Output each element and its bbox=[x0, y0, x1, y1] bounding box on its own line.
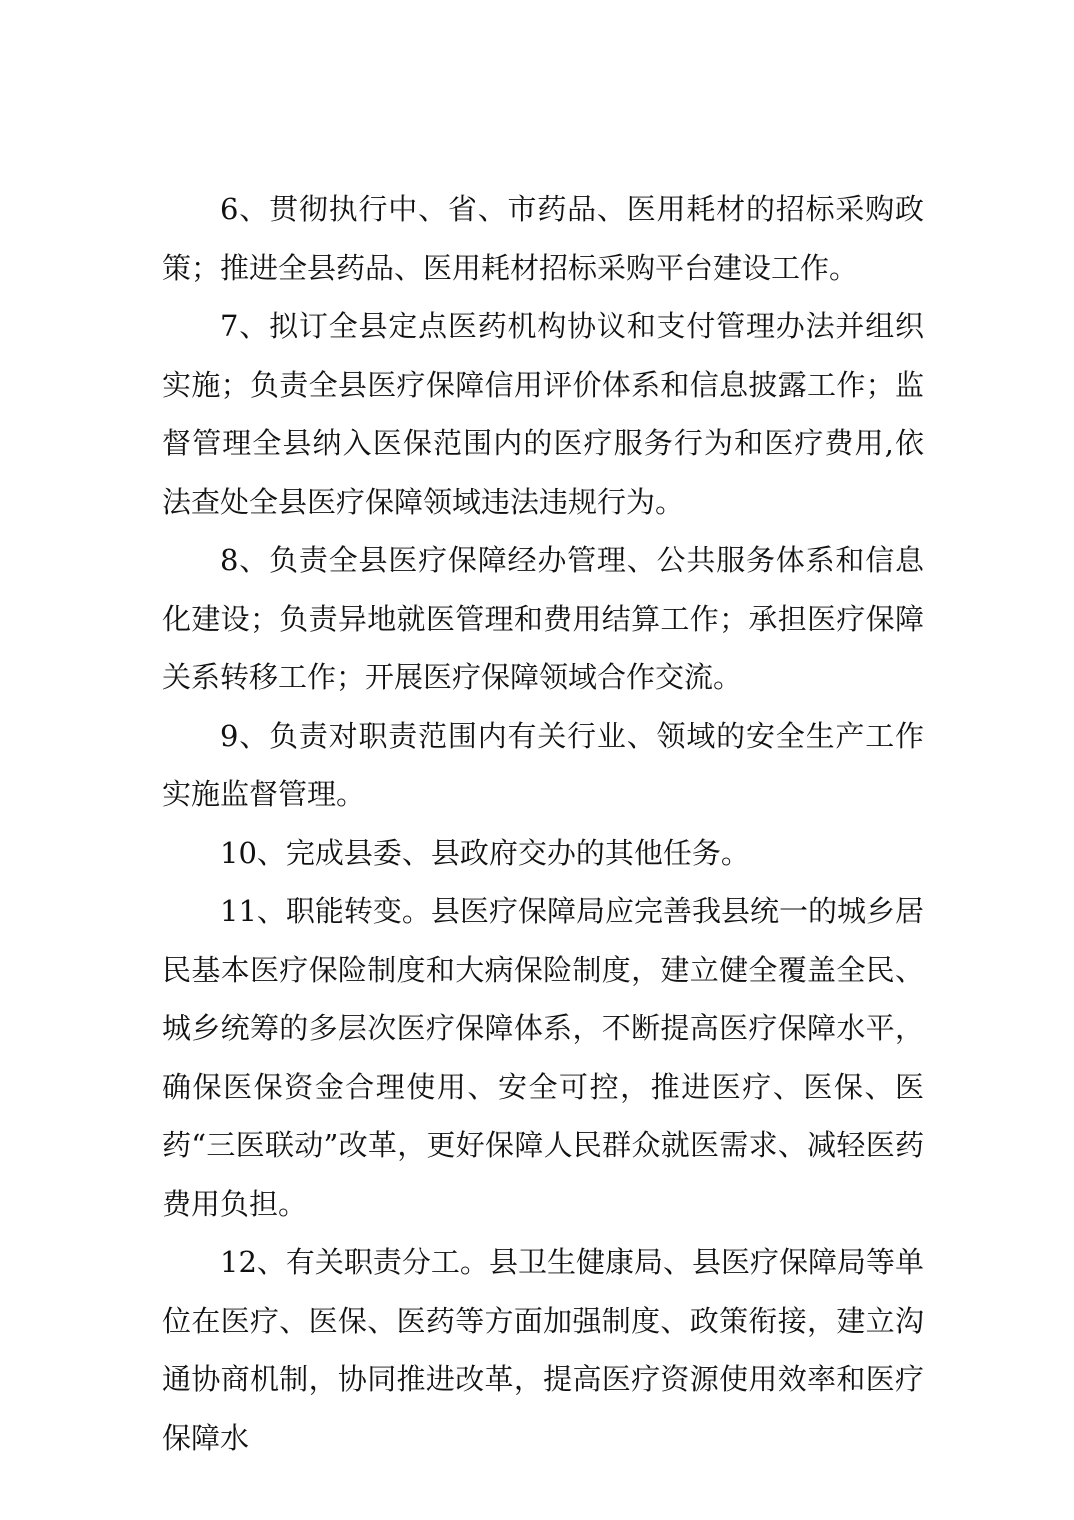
document-body bbox=[162, 180, 924, 1467]
paragraph-9: 9、负责对职责范围内有关行业、领域的安全生产工作实施监督管理。 bbox=[162, 718, 924, 811]
paragraph-12: 12、有关职责分工。县卫生健康局、县医疗保障局等单位在医疗、医保、医药等方面加强制度、政策衔接，建立沟通协商机制，协同推进改革，提高医疗资源使用效率和医疗保障水 bbox=[162, 1245, 924, 1455]
paragraph-10: 10、完成县委、县政府交办的其他任务。 bbox=[220, 835, 750, 870]
paragraph-6: 6、贯彻执行中、省、市药品、医用耗材的招标采购政策；推进全县药品、医用耗材招标采购平台建设工作。 bbox=[162, 192, 924, 285]
paragraph-7: 7、拟订全县定点医药机构协议和支付管理办法并组织实施；负责全县医疗保障信用评价体系和信息披露工作；监督管理全县纳入医保范围内的医疗服务行为和医疗费用,依法查处全县医疗保障领域违法违规行为。 bbox=[162, 309, 924, 519]
paragraph-8: 8、负责全县医疗保障经办管理、公共服务体系和信息化建设；负责异地就医管理和费用结算工作；承担医疗保障关系转移工作；开展医疗保障领域合作交流。 bbox=[162, 543, 924, 694]
paragraph-11: 11、职能转变。县医疗保障局应完善我县统一的城乡居民基本医疗保险制度和大病保险制度，建立健全覆盖全民、城乡统筹的多层次医疗保障体系，不断提高医疗保障水平，确保医保资金合理使用、安全可控，推进医疗、医保、医药“三医联动”改革，更好保障人民群众就医需求、减轻医药费用负担。 bbox=[162, 894, 924, 1221]
